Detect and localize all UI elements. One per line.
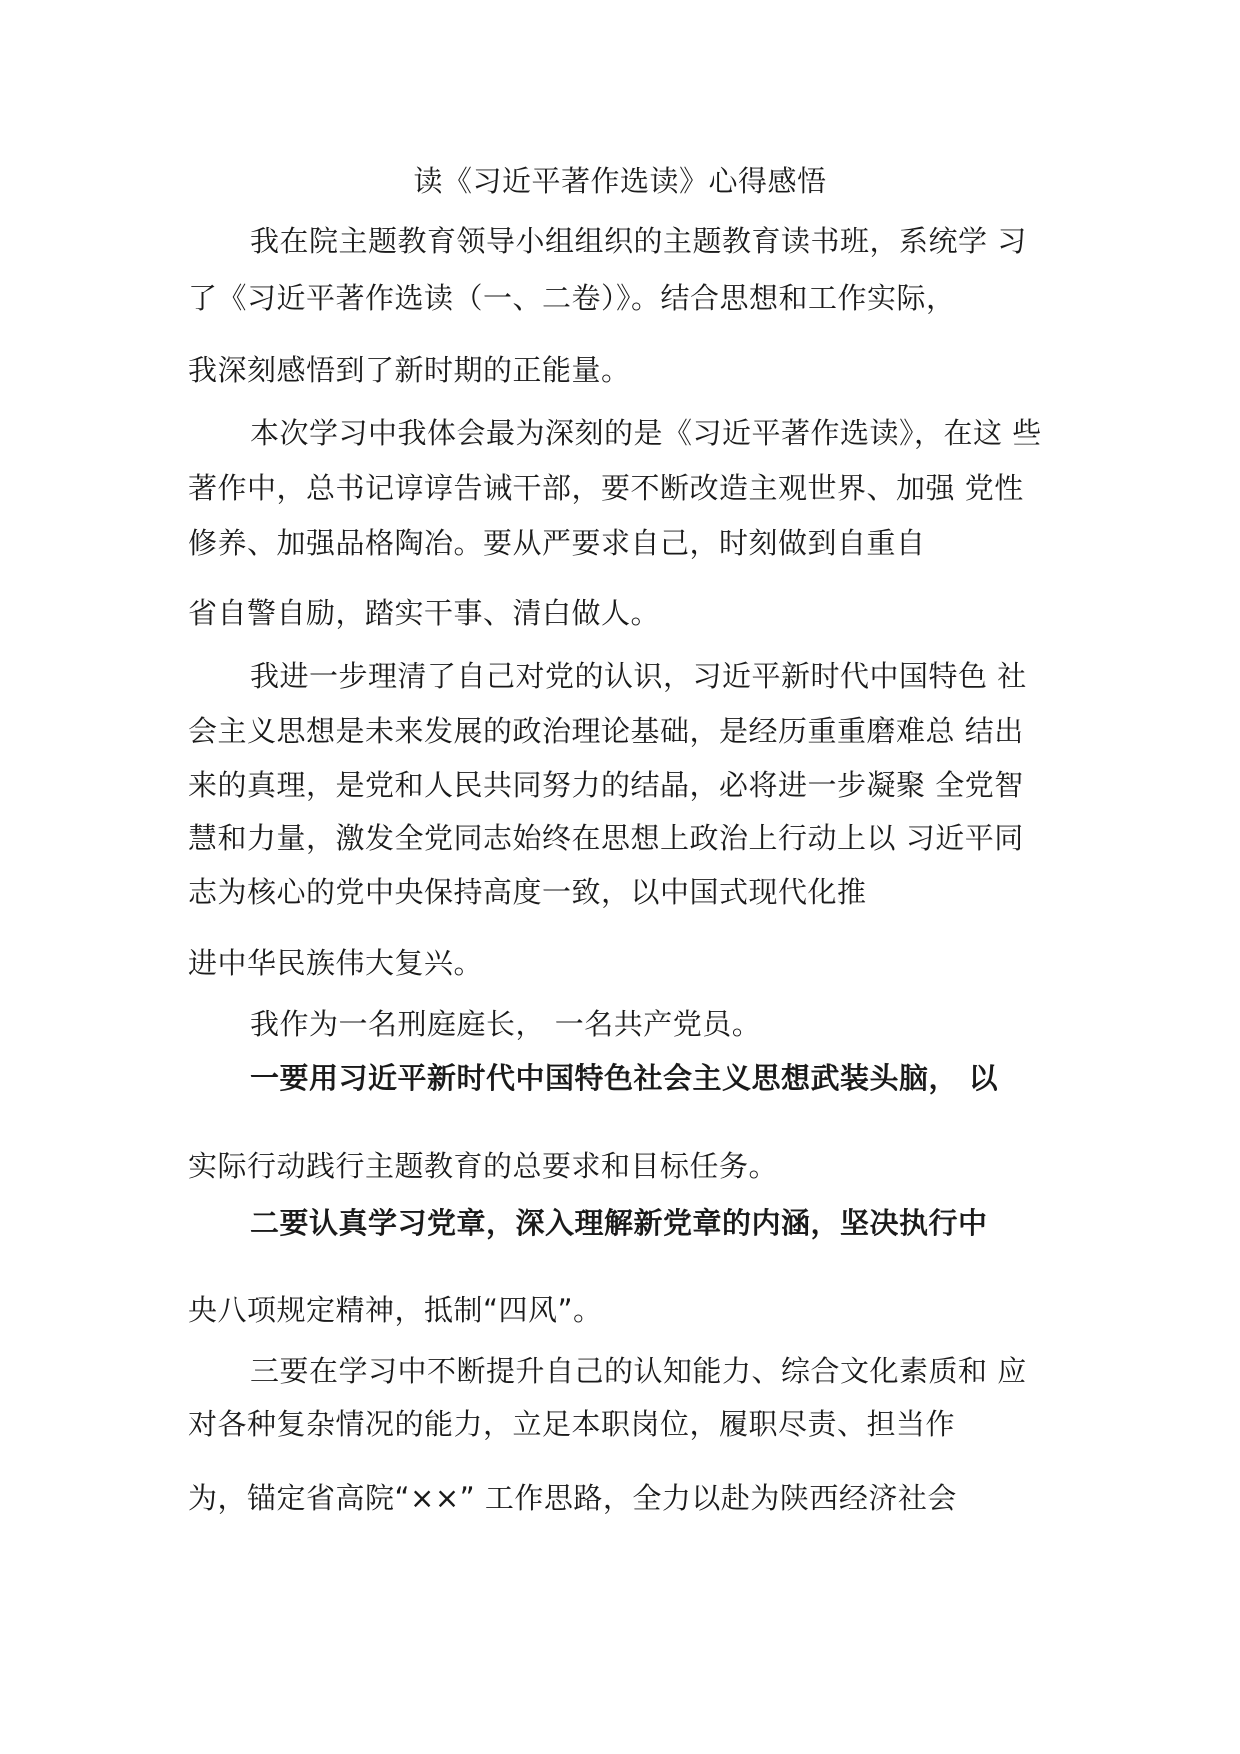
paragraph-line: 著作中，总书记谆谆告诫干部，要不断改造主观世界、加强 党性 xyxy=(188,471,1024,505)
paragraph-line: 对各种复杂情况的能力，立足本职岗位，履职尽责、担当作 xyxy=(188,1407,956,1441)
paragraph-line: 了《习近平著作选读（一、二卷）》。结合思想和工作实际， xyxy=(188,281,956,315)
paragraph-line: 我作为一名刑庭庭长， 一名共产党员。 xyxy=(250,1007,762,1041)
paragraph-line: 为，锚定省高院“××” 工作思路，全力以赴为陕西经济社会 xyxy=(188,1481,957,1515)
paragraph-line: 进中华民族伟大复兴。 xyxy=(188,946,484,980)
paragraph-line: 我深刻感悟到了新时期的正能量。 xyxy=(188,353,631,387)
paragraph-line: 我在院主题教育领导小组组织的主题教育读书班，系统学 习 xyxy=(250,224,1027,258)
paragraph-line: 省自警自励，踏实干事、清白做人。 xyxy=(188,596,661,630)
paragraph-line: 一要用习近平新时代中国特色社会主义思想武装头脑， 以 xyxy=(250,1061,999,1095)
paragraph-line: 实际行动践行主题教育的总要求和目标任务。 xyxy=(188,1149,779,1183)
paragraph-line: 会主义思想是未来发展的政治理论基础，是经历重重磨难总 结出 xyxy=(188,714,1024,748)
paragraph-line: 我进一步理清了自己对党的认识，习近平新时代中国特色 社 xyxy=(250,659,1027,693)
paragraph-line: 本次学习中我体会最为深刻的是《习近平著作选读》，在这 些 xyxy=(250,416,1042,450)
paragraph-line: 志为核心的党中央保持高度一致，以中国式现代化推 xyxy=(188,875,867,909)
paragraph-line: 慧和力量，激发全党同志始终在思想上政治上行动上以 习近平同 xyxy=(188,821,1024,855)
paragraph-line: 央八项规定精神，抵制“四风”。 xyxy=(188,1293,603,1327)
paragraph-line: 修养、加强品格陶冶。要从严要求自己，时刻做到自重自 xyxy=(188,526,926,560)
document-title: 读《习近平著作选读》心得感悟 xyxy=(413,164,827,198)
paragraph-line: 三要在学习中不断提升自己的认知能力、综合文化素质和 应 xyxy=(250,1354,1027,1388)
paragraph-line: 二要认真学习党章，深入理解新党章的内涵，坚决执行中 xyxy=(250,1206,988,1240)
paragraph-line: 来的真理，是党和人民共同努力的结晶，必将进一步凝聚 全党智 xyxy=(188,768,1024,802)
